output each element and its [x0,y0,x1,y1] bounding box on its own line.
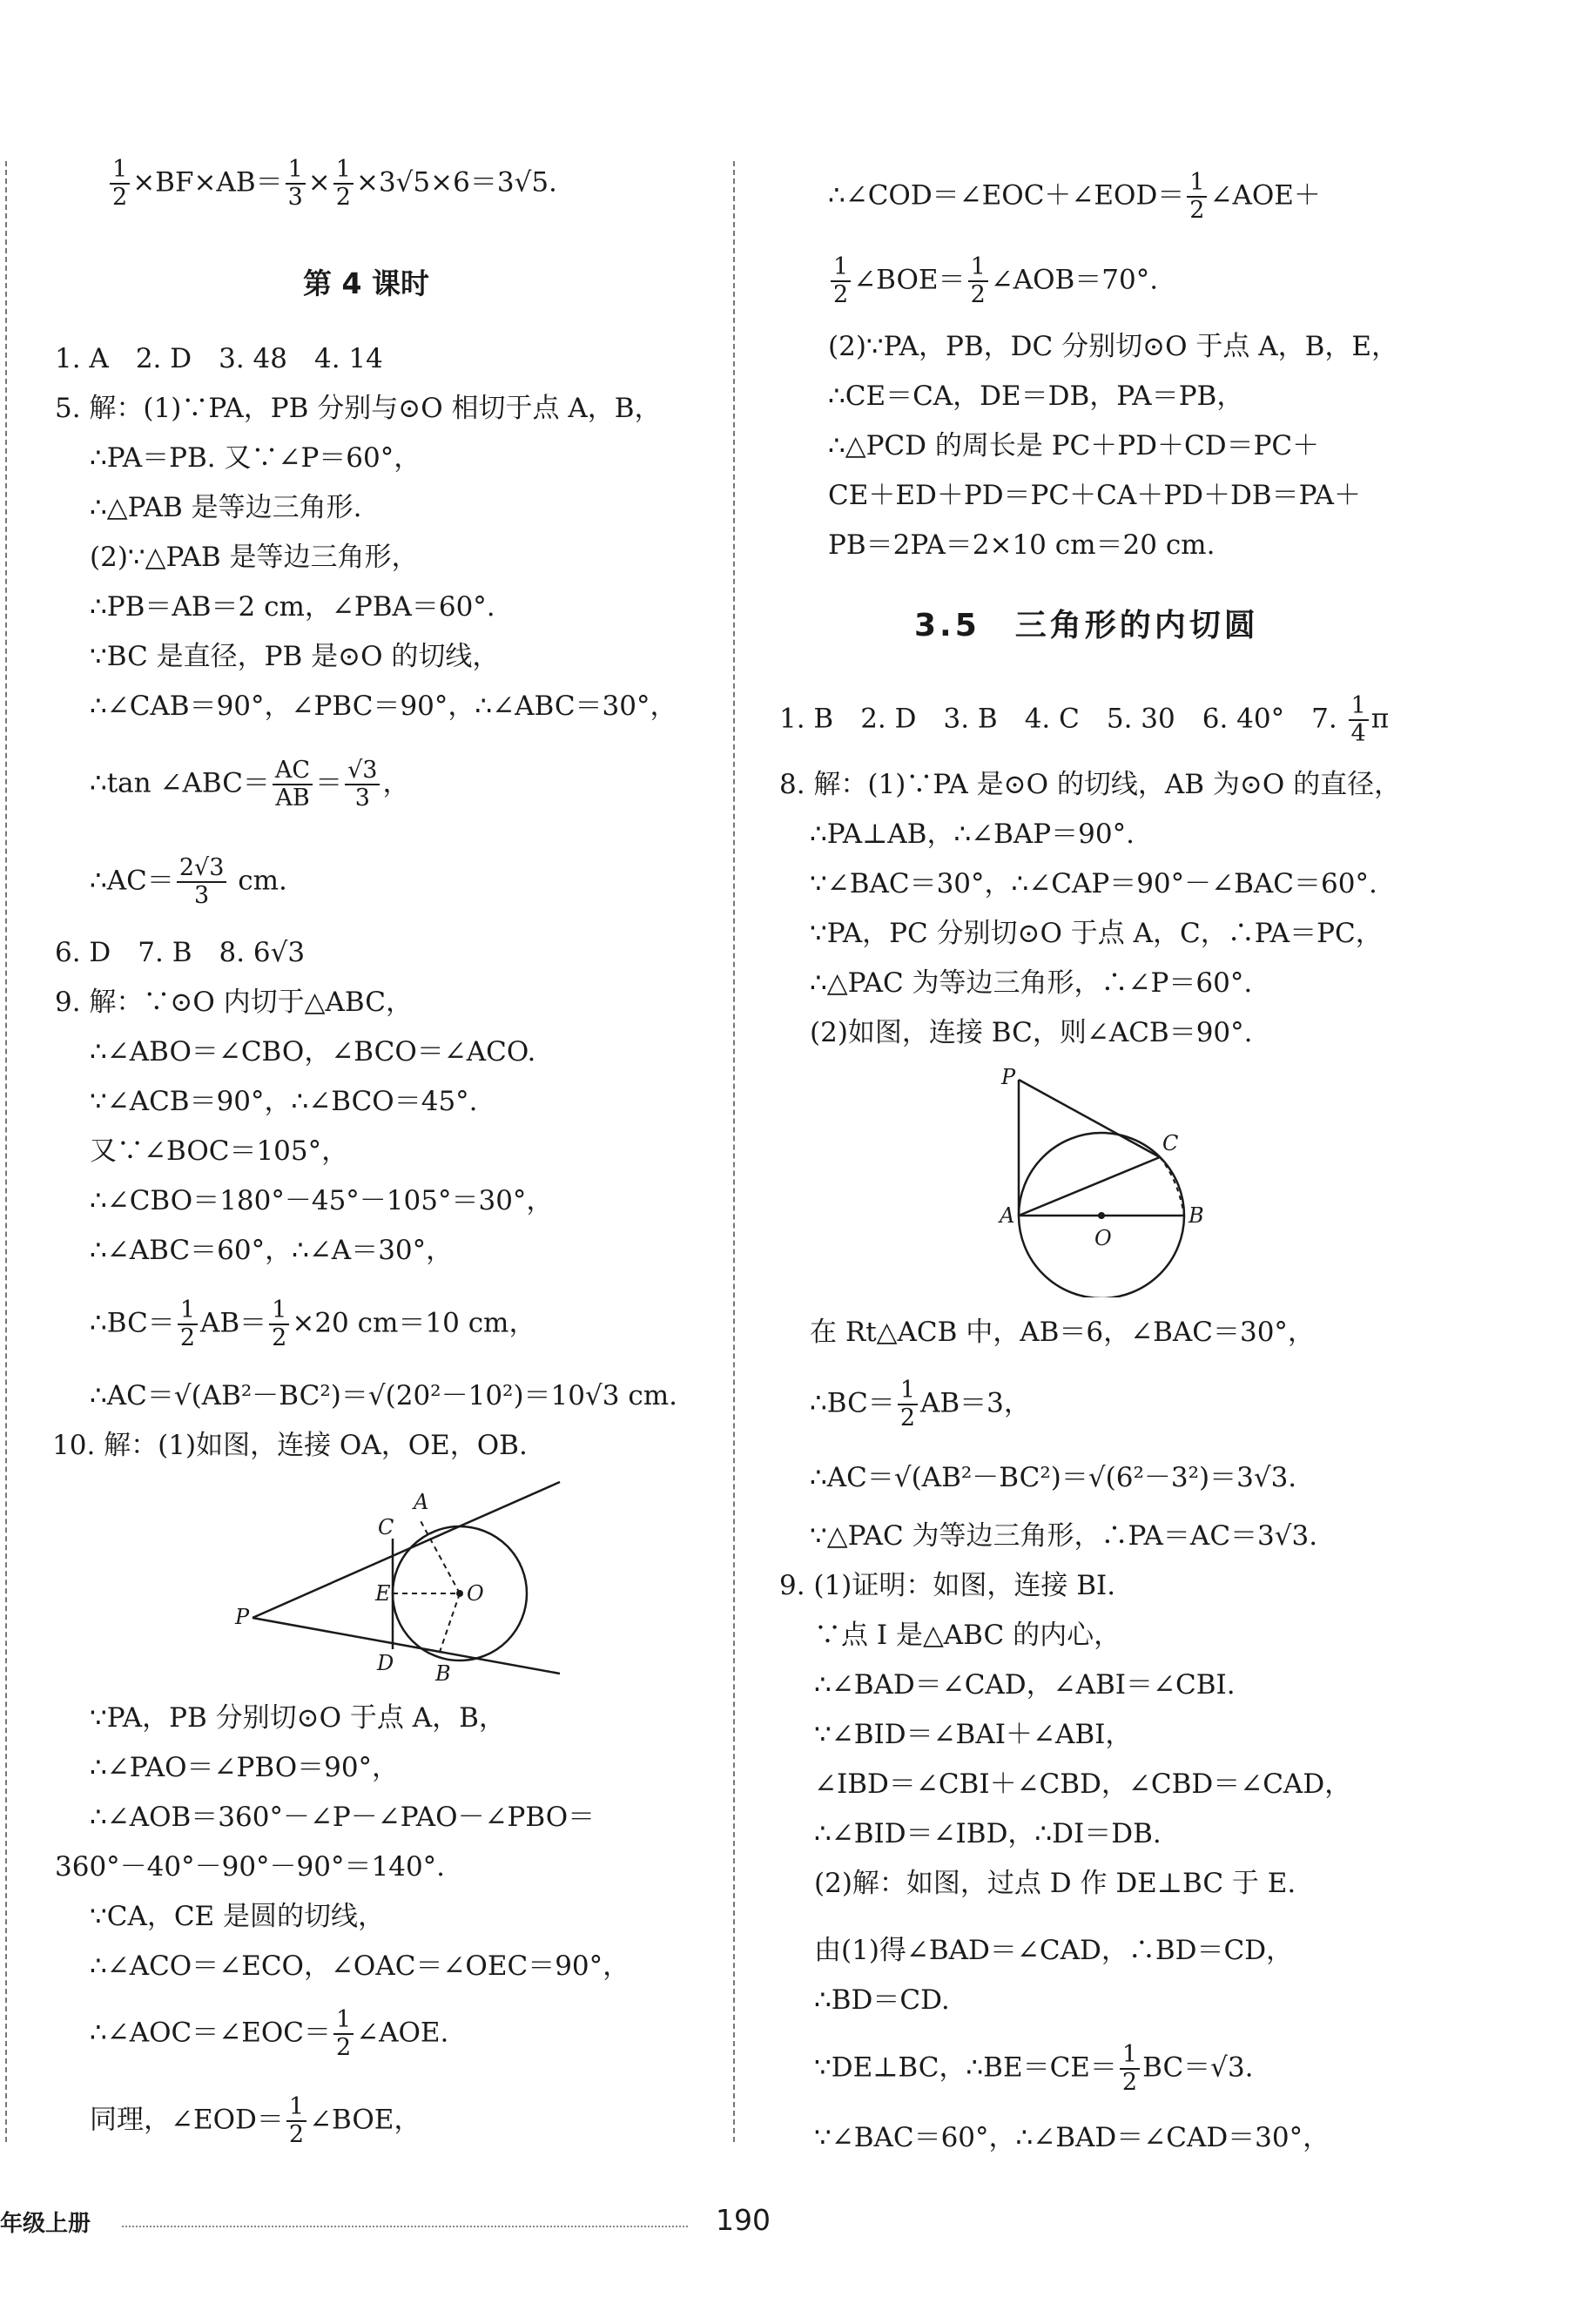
solution-line: ∵∠BAC＝30°，∴∠CAP＝90°－∠BAC＝60°. [810,868,1377,899]
solution-line: ∵∠BID＝∠BAI＋∠ABI， [814,1719,1133,1750]
solution-line: PB＝2PA＝2×10 cm＝20 cm. [828,529,1216,561]
solution-line: ∵∠BAC＝60°，∴∠BAD＝∠CAD＝30°， [814,2122,1330,2153]
solution-line: 9. (1)证明：如图，连接 BI. [779,1570,1116,1601]
solution-line: ∴∠BAD＝∠CAD，∠ABI＝∠CBI. [814,1669,1236,1701]
fig2-label-P: P [1001,1065,1016,1089]
fraction: $\frac{1}{2}$ [286,2094,306,2148]
solution-line: CE＋ED＋PD＝PC＋CA＋PD＋DB＝PA＋ [828,480,1361,511]
fraction: $\frac{1}{2}$ [333,2007,354,2061]
solution-line: ∴△PCD 的周长是 PC＋PD＋CD＝PC＋ [828,430,1320,461]
solution-line-ac: ∴AC＝ $\frac{2√3}{3}$ cm. [90,854,287,909]
fraction: $\frac{1}{2}$ [831,254,851,308]
solution-line: ∴∠AOB＝360°－∠P－∠PAO－∠PBO＝ [90,1802,596,1833]
footer-dotted-rule [122,2226,688,2227]
fig2-label-A: A [1000,1203,1015,1228]
solution-line: ∴AC＝√(AB²－BC²)＝√(6²－3²)＝3√3. [810,1462,1297,1493]
solution-line: (2)如图，连接 BC，则∠ACB＝90°. [810,1017,1253,1048]
fig2-label-B: B [1189,1203,1204,1228]
solution-line: ∴∠CAB＝90°，∠PBC＝90°，∴∠ABC＝30°， [90,690,677,722]
line-area-calc: $\frac{1}{2}$ ×BF×AB＝ $\frac{1}{3}$ × $\frac{1}{2}$ ×3√5×6＝3√5. [107,157,557,205]
column-separator [733,161,735,2142]
fig1-label-B: B [435,1661,451,1686]
fraction: $\frac{1}{2}$ [1187,170,1207,224]
solution-line: ∵点 I 是△ABC 的内心， [814,1620,1121,1651]
solution-line-aoc: ∴∠AOC＝∠EOC＝ $\frac{1}{2}$ ∠AOE. [90,2006,449,2061]
fraction: $\frac{2√3}{3}$ [177,855,227,909]
solution-line: ∴PA⊥AB，∴∠BAP＝90°. [810,818,1135,850]
solution-line-bc: ∴BC＝ $\frac{1}{2}$ AB＝ $\frac{1}{2}$ ×20 cm＝10 cm， [90,1297,536,1351]
answer-line: 1. A 2. D 3. 48 4. 14 [55,343,383,374]
fraction: $\frac{1}{2}$ [1120,2042,1140,2096]
solution-line: ∴∠ABO＝∠CBO，∠BCO＝∠ACO. [90,1036,536,1068]
fraction: $\frac{1}{2}$ [269,1297,289,1351]
solution-line: 5. 解：(1)∵PA，PB 分别与⊙O 相切于点 A，B， [55,393,662,424]
solution-line: ∵BC 是直径，PB 是⊙O 的切线， [90,641,500,672]
fig2-label-O: O [1094,1226,1112,1250]
solution-line: (2)∵△PAB 是等边三角形， [90,542,419,573]
fraction: $\frac{1}{2}$ [333,157,354,211]
solution-line-boe: $\frac{1}{2}$ ∠BOE＝ $\frac{1}{2}$ ∠AOB＝70°. [828,254,1158,303]
fraction: $\frac{1}{4}$ [1349,693,1369,747]
solution-line: 又∵∠BOC＝105°， [90,1135,349,1167]
solution-line: ∴AC＝√(AB²－BC²)＝√(20²－10²)＝10√3 cm. [90,1380,677,1411]
solution-line-bc: ∴BC＝ $\frac{1}{2}$ AB＝3， [810,1377,1031,1431]
solution-line: ∴∠PAO＝∠PBO＝90°， [90,1752,400,1783]
fig1-label-D: D [377,1651,394,1675]
solution-line-cod: ∴∠COD＝∠EOC＋∠EOD＝ $\frac{1}{2}$ ∠AOE＋ [828,169,1321,224]
fig2-label-C: C [1162,1131,1179,1155]
solution-line-be: ∵DE⊥BC，∴BE＝CE＝ $\frac{1}{2}$ BC＝√3. [814,2041,1254,2096]
solution-line: 8. 解：(1)∵PA 是⊙O 的切线，AB 为⊙O 的直径， [779,769,1402,800]
page-number: 190 [716,2203,771,2237]
solution-line: (2)∵PA，PB，DC 分别切⊙O 于点 A，B，E， [828,331,1398,362]
solution-line: 360°－40°－90°－90°＝140°. [55,1851,446,1883]
fraction: $\frac{1}{2}$ [110,157,130,211]
figure-circle-tangent-PA [997,1062,1223,1297]
answer-line: 6. D 7. B 8. 6√3 [55,937,306,968]
fig1-label-C: C [378,1515,394,1539]
fig1-label-P: P [235,1605,250,1629]
fig1-label-O: O [467,1581,484,1606]
solution-line: 10. 解：(1)如图，连接 OA，OE，OB. [52,1430,528,1461]
fraction: $\frac{1}{3}$ [286,157,306,211]
solution-line: ∵∠ACB＝90°，∴∠BCO＝45°. [90,1086,478,1117]
solution-line: ∵PA，PB 分别切⊙O 于点 A，B， [90,1702,506,1734]
solution-line: ∠IBD＝∠CBI＋∠CBD，∠CBD＝∠CAD， [814,1768,1352,1800]
fraction: $\frac{1}{2}$ [178,1297,198,1351]
solution-line: ∴PA＝PB. 又∵∠P＝60°， [90,442,421,474]
section-heading-lesson-4: 第 4 课时 [303,266,429,300]
solution-line-tan: ∴tan ∠ABC＝ $\frac{AC}{AB}$ ＝ $\frac{√3}{3}$ ， [90,757,410,812]
solution-line: 由(1)得∠BAD＝∠CAD，∴BD＝CD， [814,1935,1294,1966]
solution-line-eod: 同理，∠EOD＝ $\frac{1}{2}$ ∠BOE， [90,2093,421,2148]
solution-line: ∵△PAC 为等边三角形，∴PA＝AC＝3√3. [810,1520,1318,1552]
solution-line: ∵CA，CE 是圆的切线， [90,1901,386,1932]
footer-book-label: 年级上册 [0,2211,91,2237]
solution-line: ∴BD＝CD. [814,1984,950,2016]
answer-line: 1. B 2. D 3. B 4. C 5. 30 6. 40° 7. $\frac{1}{4}$ π [779,692,1390,747]
solution-line: 在 Rt△ACB 中，AB＝6，∠BAC＝30°， [810,1317,1315,1348]
fraction: $\frac{1}{2}$ [898,1378,918,1431]
solution-line: ∴CE＝CA，DE＝DB，PA＝PB， [828,381,1244,412]
solution-line: ∵PA，PC 分别切⊙O 于点 A，C，∴PA＝PC， [810,918,1383,949]
solution-line: ∴∠ABC＝60°，∴∠A＝30°， [90,1235,454,1266]
solution-line: ∴△PAC 为等边三角形，∴∠P＝60°. [810,967,1253,999]
solution-line: ∴∠ACO＝∠ECO，∠OAC＝∠OEC＝90°， [90,1950,630,1982]
fraction: $\frac{1}{2}$ [968,254,988,308]
solution-line: (2)解：如图，过点 D 作 DE⊥BC 于 E. [814,1868,1296,1899]
fraction: $\frac{√3}{3}$ [345,758,380,812]
binding-gutter-line [5,161,7,2142]
solution-line: ∴∠BID＝∠IBD，∴DI＝DB. [814,1818,1162,1849]
solution-line: ∴∠CBO＝180°－45°－105°＝30°， [90,1185,554,1216]
figure-tangent-circle-triangle [233,1472,599,1689]
solution-line: ∴△PAB 是等边三角形. [90,492,362,523]
fig1-label-E: E [375,1581,391,1606]
section-heading-3-5: 3.5 三角形的内切圆 [914,608,1259,643]
fraction: $\frac{AC}{AB}$ [273,758,313,812]
fig1-label-A: A [414,1490,429,1514]
solution-line: 9. 解：∵⊙O 内切于△ABC， [55,987,413,1018]
solution-line: ∴PB＝AB＝2 cm，∠PBA＝60°. [90,591,495,623]
